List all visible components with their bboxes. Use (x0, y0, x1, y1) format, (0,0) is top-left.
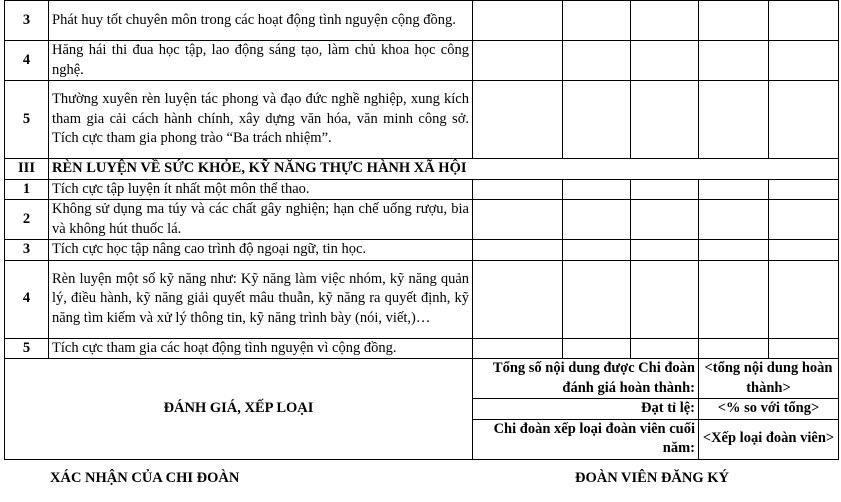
table-row (5, 81, 839, 159)
row-content: Tích cực tập luyện ít nhất một môn thể thao. (49, 179, 473, 200)
score-cell[interactable] (699, 41, 769, 81)
row-content: Phát huy tốt chuyên môn trong các hoạt động tình nguyện cộng đồng. (49, 1, 473, 41)
score-cell[interactable] (769, 260, 839, 338)
section-number: III (5, 159, 49, 180)
rank-label: Chi đoàn xếp loại đoàn viên cuối năm: (473, 419, 699, 459)
score-cell[interactable] (563, 1, 631, 41)
table-row (5, 260, 839, 338)
row-number: 3 (5, 1, 49, 41)
member-registration-heading: ĐOÀN VIÊN ĐĂNG KÝ (575, 470, 730, 486)
section-header-row (5, 159, 839, 180)
total-value[interactable]: <tổng nội dung hoàn thành> (699, 359, 839, 399)
rate-value[interactable]: <% so với tổng> (699, 399, 839, 420)
row-number: 1 (5, 179, 49, 200)
score-cell[interactable] (473, 41, 563, 81)
row-number: 4 (5, 41, 49, 81)
score-cell[interactable] (631, 41, 699, 81)
row-content: Tích cực tham gia các hoạt động tình nguyện vì cộng đồng. (49, 338, 473, 359)
table-row (5, 41, 839, 81)
score-cell[interactable] (769, 338, 839, 359)
score-cell[interactable] (563, 240, 631, 261)
score-cell[interactable] (769, 200, 839, 240)
score-cell[interactable] (699, 200, 769, 240)
row-number: 5 (5, 338, 49, 359)
row-content: Rèn luyện một số kỹ năng như: Kỹ năng làm việc nhóm, kỹ năng quản lý, điều hành, kỹ năng giải quyết mâu thuẫn, kỹ năng ra quyết định, kỹ năng tìm kiếm và xử lý thông tin, kỹ năng trình bày (nói, viết,)… (49, 260, 473, 338)
table-row (5, 338, 839, 359)
total-label: Tổng số nội dung được Chi đoàn đánh giá hoàn thành: (473, 359, 699, 399)
chapter-confirmation-heading: XÁC NHẬN CỦA CHI ĐOÀN (50, 470, 240, 486)
score-cell[interactable] (769, 179, 839, 200)
score-cell[interactable] (563, 338, 631, 359)
rank-value[interactable]: <Xếp loại đoàn viên> (699, 419, 839, 459)
score-cell[interactable] (473, 240, 563, 261)
score-cell[interactable] (563, 260, 631, 338)
score-cell[interactable] (631, 260, 699, 338)
score-cell[interactable] (563, 81, 631, 159)
row-content: Hăng hái thi đua học tập, lao động sáng tạo, làm chủ khoa học công nghệ. (49, 41, 473, 81)
score-cell[interactable] (631, 1, 699, 41)
row-content: Tích cực học tập nâng cao trình độ ngoại ngữ, tin học. (49, 240, 473, 261)
evaluation-label: ĐÁNH GIÁ, XẾP LOẠI (5, 359, 473, 460)
table-row (5, 200, 839, 240)
score-cell[interactable] (699, 1, 769, 41)
row-content: Không sử dụng ma túy và các chất gây nghiện; hạn chế uống rượu, bia và không hút thuốc lá. (49, 200, 473, 240)
table-row (5, 240, 839, 261)
score-cell[interactable] (473, 200, 563, 240)
evaluation-table (4, 0, 839, 460)
summary-row (5, 359, 839, 399)
table-row (5, 179, 839, 200)
score-cell[interactable] (699, 338, 769, 359)
score-cell[interactable] (563, 200, 631, 240)
score-cell[interactable] (769, 240, 839, 261)
score-cell[interactable] (631, 81, 699, 159)
row-number: 4 (5, 260, 49, 338)
table-row (5, 1, 839, 41)
score-cell[interactable] (699, 240, 769, 261)
score-cell[interactable] (563, 179, 631, 200)
score-cell[interactable] (699, 179, 769, 200)
score-cell[interactable] (631, 200, 699, 240)
row-number: 2 (5, 200, 49, 240)
score-cell[interactable] (631, 240, 699, 261)
score-cell[interactable] (631, 338, 699, 359)
score-cell[interactable] (769, 41, 839, 81)
score-cell[interactable] (473, 260, 563, 338)
score-cell[interactable] (473, 338, 563, 359)
score-cell[interactable] (631, 179, 699, 200)
score-cell[interactable] (473, 1, 563, 41)
score-cell[interactable] (473, 179, 563, 200)
score-cell[interactable] (563, 41, 631, 81)
rate-label: Đạt tỉ lệ: (473, 399, 699, 420)
score-cell[interactable] (699, 260, 769, 338)
score-cell[interactable] (769, 81, 839, 159)
row-content: Thường xuyên rèn luyện tác phong và đạo đức nghề nghiệp, xung kích tham gia cải cách hành chính, xây dựng văn hóa, văn minh công sở. Tích cực tham gia phong trào “Ba trách nhiệm”. (49, 81, 473, 159)
score-cell[interactable] (473, 81, 563, 159)
row-number: 5 (5, 81, 49, 159)
row-number: 3 (5, 240, 49, 261)
score-cell[interactable] (769, 1, 839, 41)
section-title: RÈN LUYỆN VỀ SỨC KHỎE, KỸ NĂNG THỰC HÀNH XÃ HỘI (49, 159, 839, 180)
score-cell[interactable] (699, 81, 769, 159)
